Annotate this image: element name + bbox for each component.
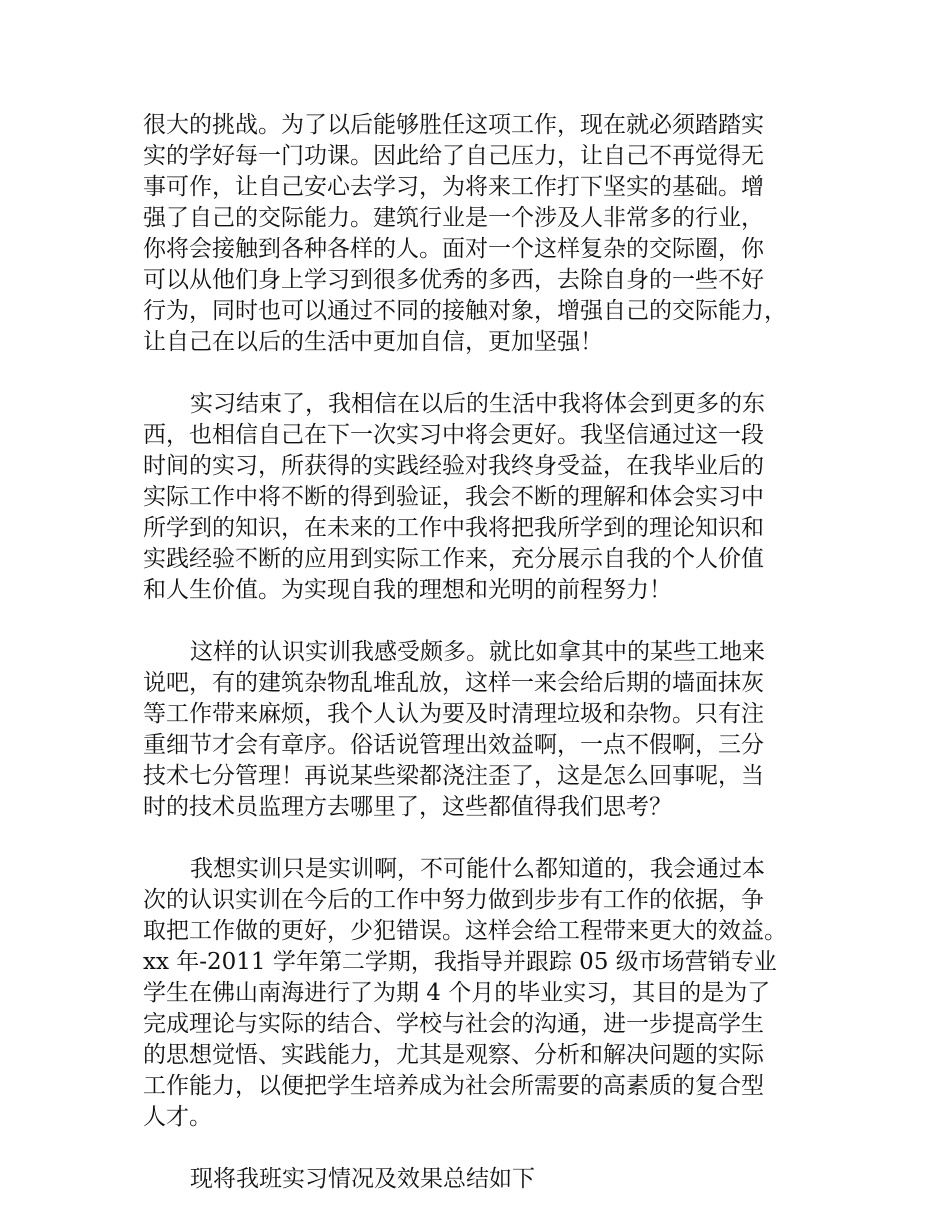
text-line: 实的学好每一门功课。因此给了自己压力，让自己不再觉得无: [143, 143, 764, 169]
paragraph-spacer: [143, 358, 823, 389]
text-line: 重细节才会有章序。俗话说管理出效益啊，一点不假啊，三分: [143, 732, 764, 758]
text-line: 行为，同时也可以通过不同的接触对象，增强自己的交际能力，: [143, 298, 787, 324]
text-line: 这样的认识实训我感受颇多。就比如拿其中的某些工地来: [190, 639, 765, 665]
text-line: 现将我班实习情况及效果总结如下: [190, 1166, 535, 1192]
text-line: 次的认识实训在今后的工作中努力做到步步有工作的依据，争: [143, 887, 764, 913]
text-line: 实习结束了，我相信在以后的生活中我将体会到更多的东: [190, 391, 765, 417]
text-line: 我想实训只是实训啊，不可能什么都知道的，我会通过本: [190, 856, 765, 882]
text-line: 事可作，让自己安心去学习，为将来工作打下坚实的基础。增: [143, 174, 764, 200]
document-page: [143, 110, 823, 1195]
text-line: 等工作带来麻烦，我个人认为要及时清理垃圾和杂物。只有注: [143, 701, 764, 727]
text-line: 可以从他们身上学习到很多优秀的多西，去除自身的一些不好: [143, 267, 764, 293]
text-line: 学生在佛山南海进行了为期 4 个月的毕业实习，其目的是为了: [143, 980, 771, 1006]
paragraph-internship-end: [143, 389, 823, 606]
text-line: 西，也相信自己在下一次实习中将会更好。我坚信通过这一段: [143, 422, 764, 448]
text-line: 说吧，有的建筑杂物乱堆乱放，这样一来会给后期的墙面抹灰: [143, 670, 764, 696]
text-line: 取把工作做的更好，少犯错误。这样会给工程带来更大的效益。: [143, 918, 787, 944]
paragraph-spacer: [143, 1133, 823, 1164]
paragraph-reflection: [143, 854, 823, 1133]
paragraph-summary-intro: [143, 1164, 823, 1195]
text-line: 实际工作中将不断的得到验证，我会不断的理解和体会实习中: [143, 484, 764, 510]
text-line: 很大的挑战。为了以后能够胜任这项工作，现在就必须踏踏实: [143, 112, 764, 138]
text-line: 的思想觉悟、实践能力，尤其是观察、分析和解决问题的实际: [143, 1042, 764, 1068]
text-line: 人才。: [143, 1104, 212, 1130]
text-line: 让自己在以后的生活中更加自信，更加坚强！: [143, 329, 603, 355]
text-line: xx 年-2011 学年第二学期，我指导并跟踪 05 级市场营销专业: [143, 949, 777, 975]
text-line: 技术七分管理！再说某些梁都浇注歪了，这是怎么回事呢，当: [143, 763, 764, 789]
text-line: 完成理论与实际的结合、学校与社会的沟通，进一步提高学生: [143, 1011, 764, 1037]
text-line: 强了自己的交际能力。建筑行业是一个涉及人非常多的行业，: [143, 205, 764, 231]
paragraph-challenge: [143, 110, 823, 358]
text-line: 工作能力，以便把学生培养成为社会所需要的高素质的复合型: [143, 1073, 764, 1099]
text-line: 时的技术员监理方去哪里了，这些都值得我们思考？: [143, 794, 672, 820]
paragraph-spacer: [143, 606, 823, 637]
text-line: 时间的实习，所获得的实践经验对我终身受益，在我毕业后的: [143, 453, 764, 479]
text-line: 实践经验不断的应用到实际工作来，充分展示自我的个人价值: [143, 546, 764, 572]
paragraph-training-observations: [143, 637, 823, 823]
paragraph-spacer: [143, 823, 823, 854]
text-line: 所学到的知识，在未来的工作中我将把我所学到的理论知识和: [143, 515, 764, 541]
text-line: 和人生价值。为实现自我的理想和光明的前程努力！: [143, 577, 672, 603]
text-line: 你将会接触到各种各样的人。面对一个这样复杂的交际圈，你: [143, 236, 764, 262]
